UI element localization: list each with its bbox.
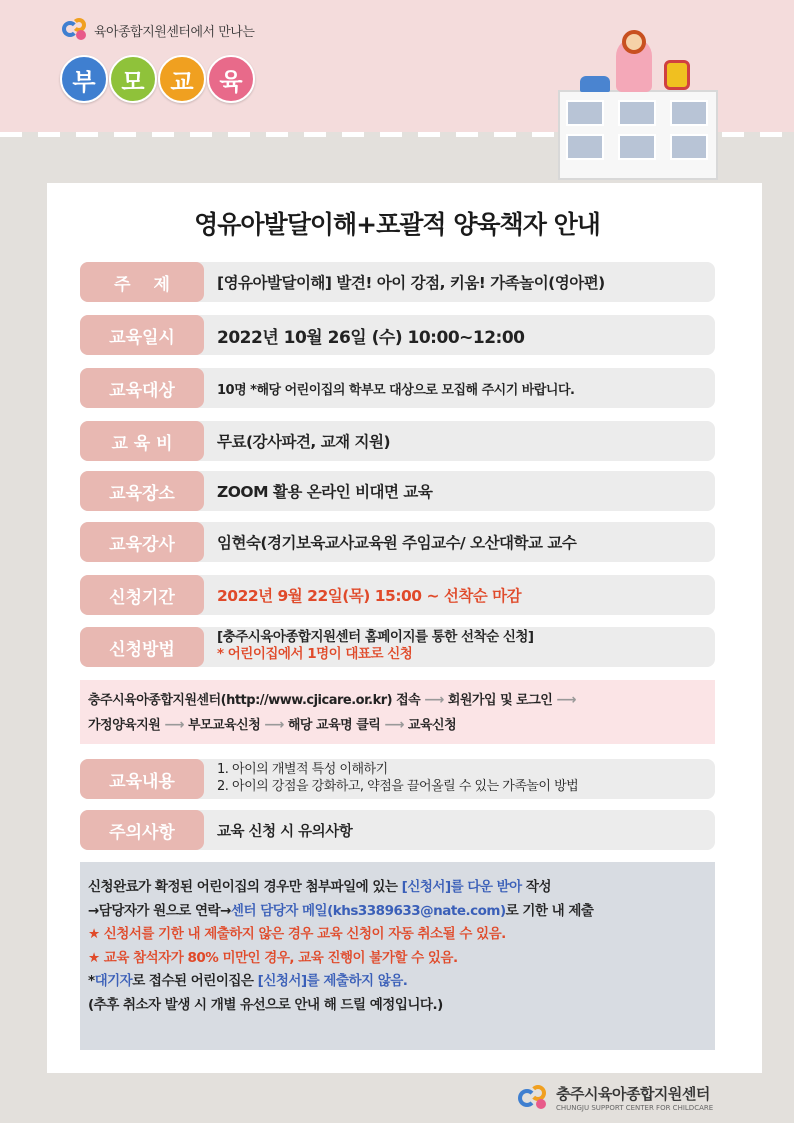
badge-2: 모 [109, 55, 157, 103]
notice-line-3: ★ 신청서를 기한 내 제출하지 않은 경우 교육 신청이 자동 취소될 수 있음. [88, 926, 506, 942]
toy-shelf-illustration [558, 30, 718, 162]
parent-education-badges [60, 55, 256, 103]
row-value: 교육 신청 시 유의사항 [217, 823, 353, 840]
row-value: ZOOM 활용 온라인 비대면 교육 [217, 483, 433, 501]
step-2: 회원가입 및 로그인 [447, 693, 553, 708]
row-value: 2022년 9월 22일(목) 15:00 ~ 선착순 마감 [217, 587, 522, 605]
row-label: 교육장소 [80, 471, 204, 511]
arrow-right-icon: ⟶ [556, 692, 576, 708]
row-label: 교육내용 [80, 759, 204, 799]
row-label: 교육강사 [80, 522, 204, 562]
notice-line-6: (추후 취소자 발생 시 개별 유선으로 안내 해 드릴 예정입니다.) [88, 996, 443, 1013]
page-title: 영유아발달이해+포괄적 양육책자 안내 [194, 210, 600, 239]
row-label: 신청방법 [80, 627, 204, 667]
step-5: 해당 교육명 클릭 [287, 718, 381, 733]
arrow-right-icon: ⟶ [424, 692, 444, 708]
row-label: 주의사항 [80, 810, 204, 850]
row-label: 교 육 비 [80, 421, 204, 461]
row-value: [영유아발달이해] 발견! 아이 강점, 키움! 가족놀이(영아편) [217, 274, 605, 292]
footer-name: 충주시육아종합지원센터 [556, 1085, 710, 1103]
step-3: 가정양육지원 [88, 718, 161, 733]
step-6: 교육신청 [407, 718, 457, 733]
center-logo-icon [62, 18, 90, 42]
row-label: 교육일시 [80, 315, 204, 355]
arrow-right-icon: ⟶ [164, 717, 184, 733]
method-line-1: [충주시육아종합지원센터 홈페이지를 통한 선착순 신청] [217, 629, 534, 645]
row-value: 10명 *해당 어린이집의 학부모 대상으로 모집해 주시기 바랍니다. [217, 382, 575, 398]
badge-1: 부 [60, 55, 108, 103]
row-label: 교육대상 [80, 368, 204, 408]
notice-line-1: 신청완료가 확정된 어린이집의 경우만 첨부파일에 있는 [신청서]를 다운 받아 작성 [88, 879, 552, 895]
center-logo-icon [518, 1085, 552, 1111]
row-value: 임현숙(경기보육교사교육원 주임교수/ 오산대학교 교수 [217, 534, 577, 552]
row-label: 주 제 [80, 262, 204, 302]
brand [62, 18, 254, 42]
footer [518, 1083, 713, 1112]
row-value [217, 761, 578, 795]
notice-line-2: →담당자가 원으로 연락→센터 담당자 메일(khs3389633@nate.com)로 기한 내 제출 [88, 902, 594, 919]
content-line-2: 2. 아이의 강점을 강화하고, 약점을 끌어올릴 수 있는 가족놀이 방법 [217, 779, 579, 794]
method-line-2: * 어린이집에서 1명이 대표로 신청 [217, 646, 413, 662]
row-value: 2022년 10월 26일 (수) 10:00~12:00 [217, 327, 525, 348]
row-value: 무료(강사파견, 교재 지원) [217, 433, 391, 451]
application-steps [80, 680, 715, 744]
step-1: 충주시육아종합지원센터(http://www.cjicare.or.kr) 접속 [88, 693, 421, 708]
arrow-right-icon: ⟶ [384, 717, 404, 733]
notice-line-5: *대기자로 접수된 어린이집은 [신청서]를 제출하지 않음. [88, 973, 408, 989]
badge-4: 육 [207, 55, 255, 103]
badge-3: 교 [158, 55, 206, 103]
arrow-right-icon: ⟶ [264, 717, 284, 733]
footer-sub: CHUNGJU SUPPORT CENTER FOR CHILDCARE [556, 1104, 714, 1112]
step-4: 부모교육신청 [187, 718, 261, 733]
notice-line-4: ★ 교육 참석자가 80% 미만인 경우, 교육 진행이 불가할 수 있음. [88, 949, 458, 966]
notice-box [80, 862, 715, 1050]
row-label: 신청기간 [80, 575, 204, 615]
content-line-1: 1. 아이의 개별적 특성 이해하기 [217, 762, 388, 777]
row-value [217, 629, 534, 663]
brand-text: 육아종합지원센터에서 만나는 [94, 24, 255, 40]
